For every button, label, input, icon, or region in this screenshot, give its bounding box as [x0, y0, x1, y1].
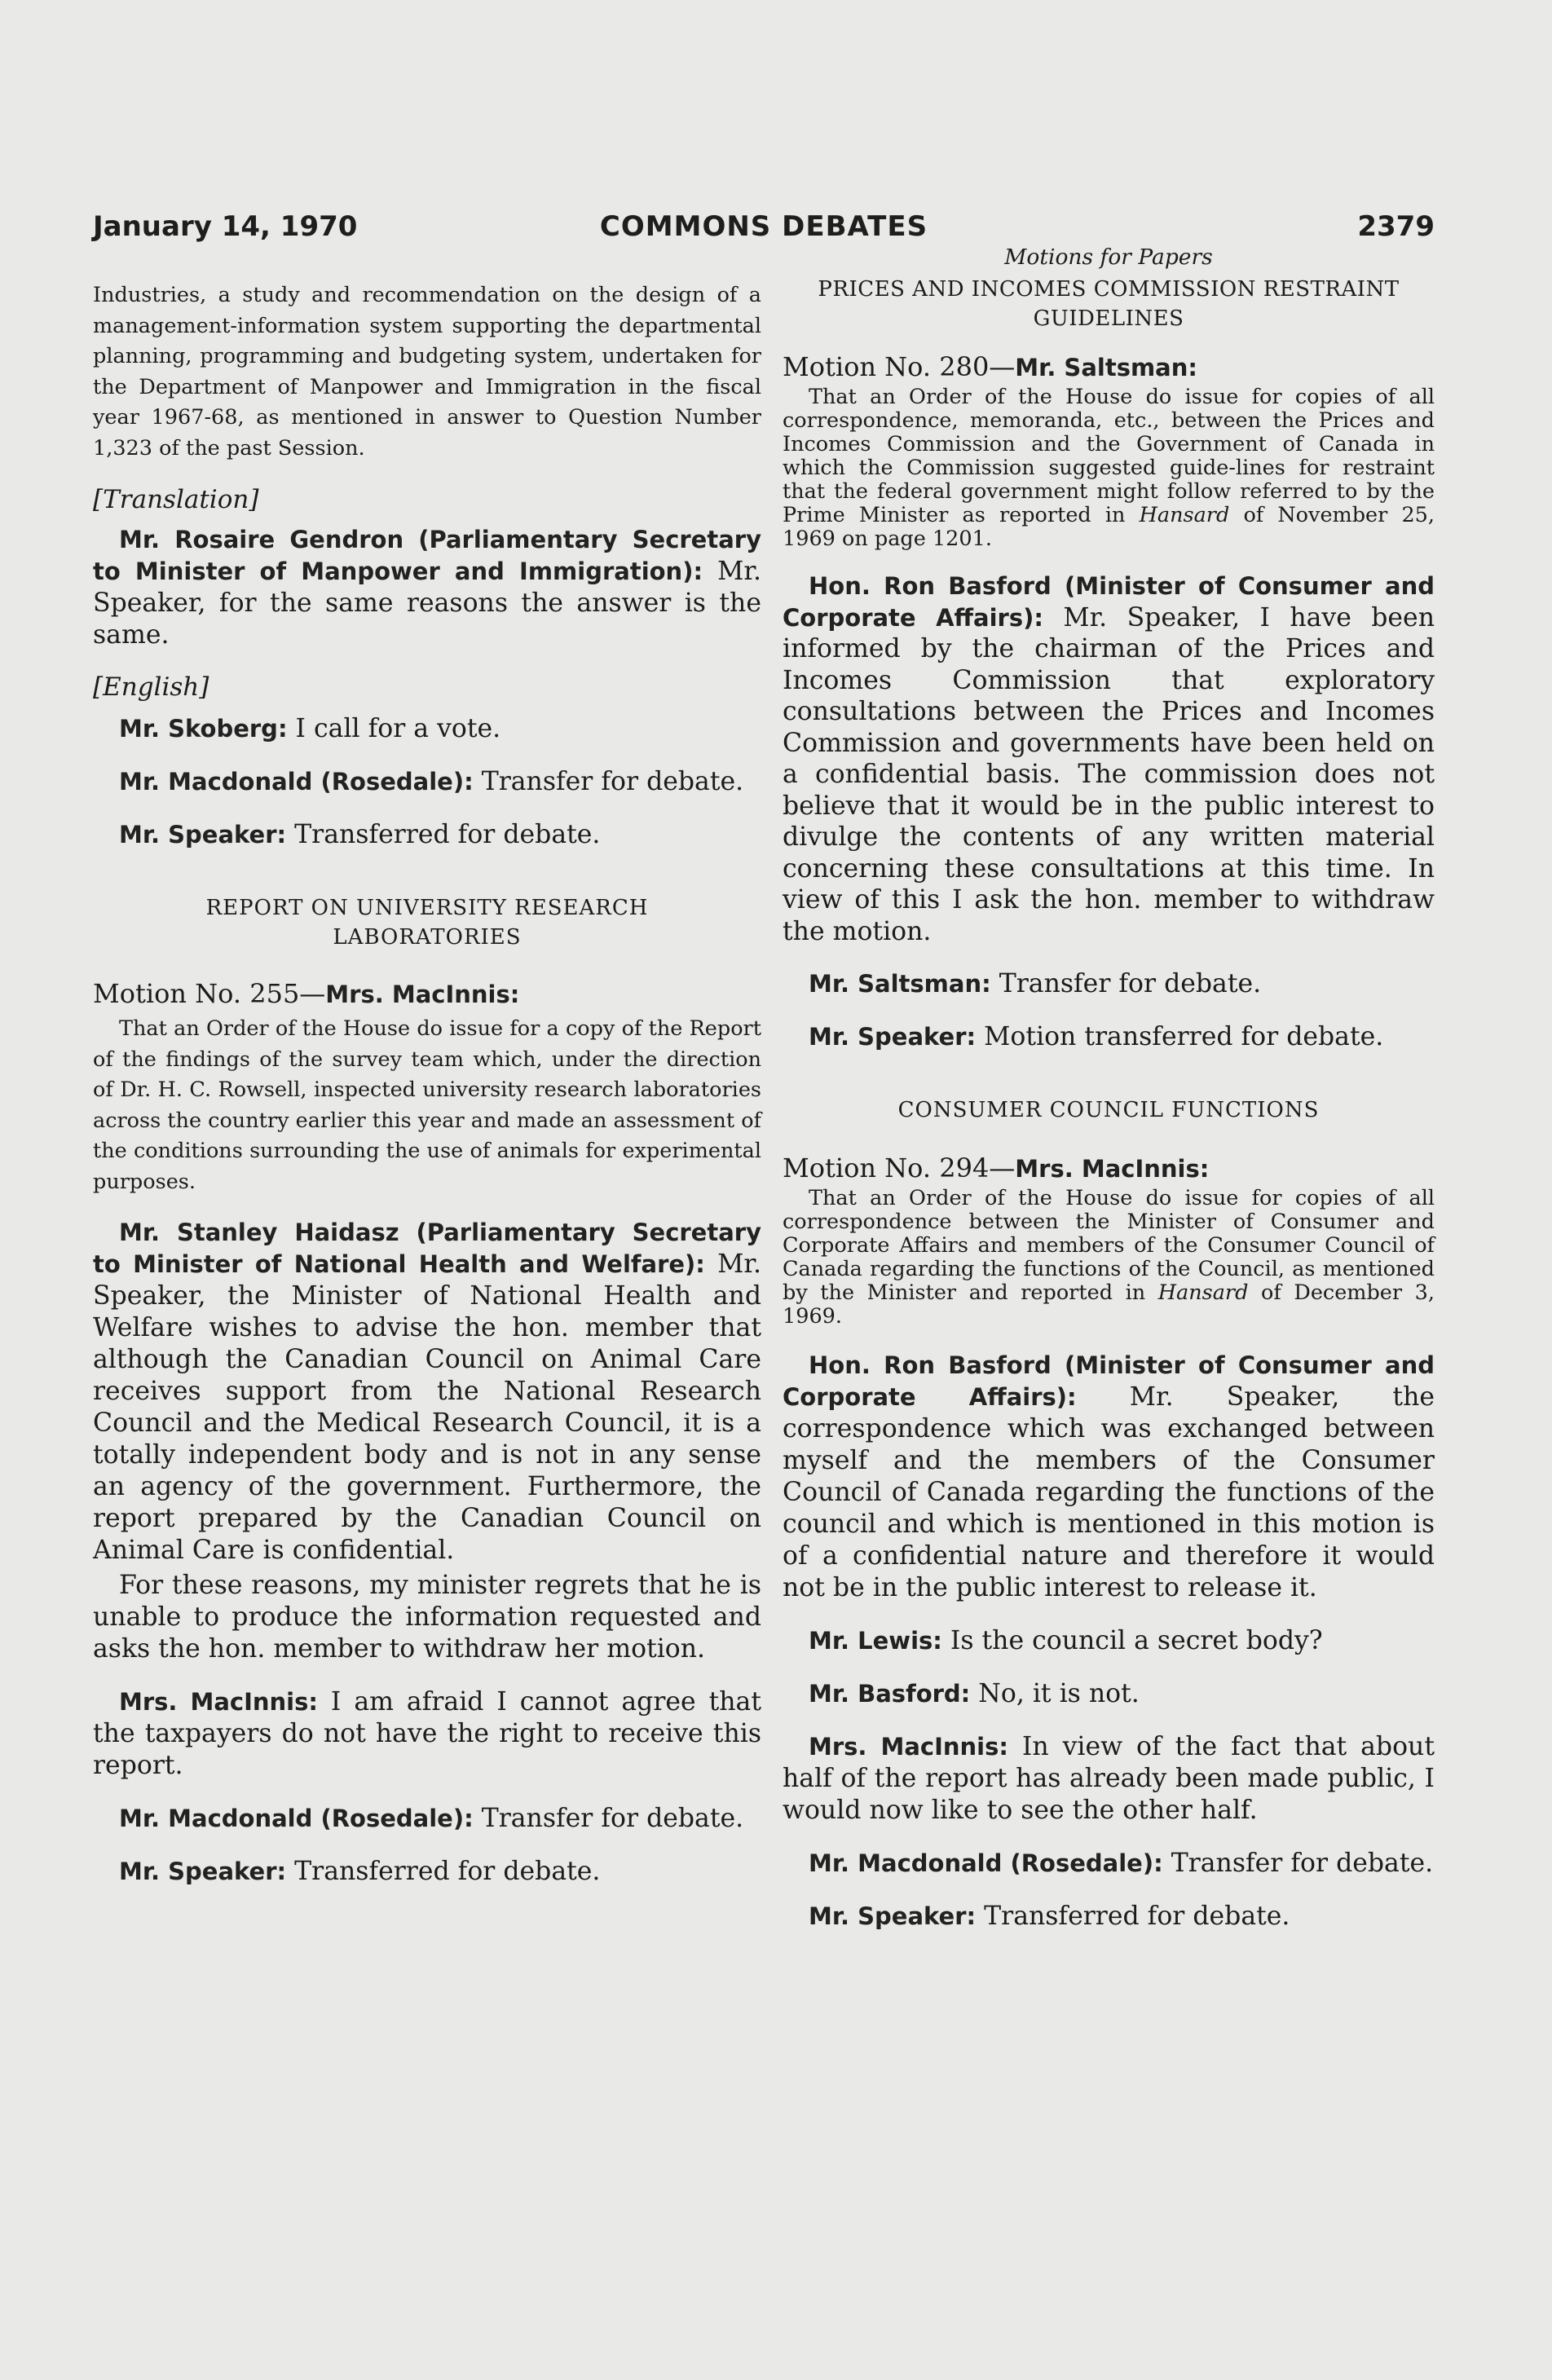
basford-reply — [783, 571, 1435, 947]
motion-mover: Mr. Saltsman: — [1015, 354, 1197, 381]
speaker-ruling — [783, 1021, 1435, 1053]
english-tag: [English] — [93, 672, 209, 702]
speaker-name: Mr. Lewis: — [809, 1627, 942, 1655]
basford-reply — [783, 1350, 1435, 1604]
speaker-name: Mr. Rosaire Gendron (Parliamentary Secretary to Minister of Manpower and Immigration): — [93, 526, 761, 585]
motions-heading: Motions for Papers — [1004, 245, 1213, 270]
speaker-name: Mr. Speaker: — [809, 1023, 977, 1051]
speaker-name: Mrs. MacInnis: — [809, 1733, 1008, 1761]
speech-text: Motion transferred for debate. — [976, 1022, 1384, 1051]
motion-number: Motion No. 255— — [93, 978, 326, 1009]
page-number: 2379 — [1357, 210, 1435, 243]
speech-text: In view of the fact that about half of the report has already been made public, I would now like to see the other half. — [783, 1732, 1435, 1825]
skoberg-remark — [93, 713, 761, 745]
speech-text: Mr. Speaker, the correspondence which was exchanged between myself and the members of the Consumer Council of Canada regarding the functions of the council and which is mentioned in this motion is of a confidential nature and therefore it would not be in the public interest to release it. — [783, 1382, 1435, 1602]
macdonald-remark — [93, 1803, 761, 1835]
speech-text: Transfer for debate. — [1162, 1849, 1434, 1878]
speaker-name: Mr. Speaker: — [809, 1902, 977, 1930]
speech-text: Is the council a secret body? — [941, 1626, 1323, 1655]
page-header — [93, 210, 1435, 246]
speaker-name: Mr. Stanley Haidasz (Parliamentary Secretary to Minister of National Health and Welfare): — [93, 1219, 761, 1278]
speaker-ruling — [93, 1856, 761, 1888]
intro-paragraph: Industries, a study and recommendation on the design of a management-information system supporting the departmental planning, programming and budgeting system, undertaken for the Department of Manpower and Immigration in the fiscal year 1967-68, as mentioned in answer to Question Number 1,323 of the past Session. — [93, 283, 761, 461]
haidasz-reply — [93, 1217, 761, 1567]
speaker-ruling — [93, 819, 761, 851]
motion-heading — [783, 351, 1435, 382]
saltsman-remark — [783, 968, 1435, 1000]
speaker-name: Mr. Speaker: — [119, 821, 287, 848]
macdonald-remark — [93, 766, 761, 798]
speaker-name: Hon. Ron Basford (Minister of Consumer and Corporate Affairs): — [783, 1351, 1435, 1411]
speaker-name: Mr. Basford: — [809, 1680, 971, 1708]
motion-heading — [783, 1153, 1435, 1183]
left-column — [93, 245, 761, 1888]
speech-text: Transferred for debate. — [286, 820, 601, 849]
macdonald-remark — [783, 1848, 1435, 1880]
speech-text: Transfer for debate. — [473, 767, 744, 796]
speech-text: Transferred for debate. — [286, 1857, 601, 1886]
speech-text: Mr. Speaker, the Minister of National Health and Welfare wishes to advise the hon. member that although the Canadian Council on Animal Care receives support from the National Research Council and the Medical Research Council, it is a totally independent body and is not in any sense an agency of the government. Furthermore, the report prepared by the Canadian Council on Animal Care is confidential. — [93, 1250, 761, 1565]
motion-heading — [93, 978, 761, 1009]
motion-text: That an Order of the House do issue for copies of all correspondence between the Minister of Consumer and Corporate Affairs and members of the Consumer Council of Canada regarding the functions of the Council, as mentioned by the Minister and reported in Hansard of December 3, 1969. — [783, 1186, 1435, 1329]
speech-text: Transferred for debate. — [976, 1902, 1290, 1931]
speaker-name: Mr. Macdonald (Rosedale): — [119, 1805, 474, 1832]
translation-tag: [Translation] — [93, 485, 259, 514]
speaker-ruling — [783, 1901, 1435, 1933]
right-column — [783, 245, 1435, 1933]
speech-text: Transfer for debate. — [990, 969, 1262, 998]
speech-text: No, it is not. — [970, 1679, 1140, 1708]
haidasz-reply-continued: For these reasons, my minister regrets that he is unable to produce the information requested and asks the hon. member to withdraw her motion. — [93, 1571, 761, 1664]
motion-text: That an Order of the House do issue for copies of all correspondence, memoranda, etc., between the Prices and Incomes Commission and the Government of Canada in which the Commission suggested guide-lines for restraint that the federal government might follow referred to by the Prime Minister as reported in Hansard of November 25, 1969 on page 1201. — [783, 385, 1435, 551]
speaker-name: Mr. Saltsman: — [809, 970, 991, 998]
section-title: PRICES AND INCOMES COMMISSION RESTRAINT GUIDELINES — [818, 277, 1400, 331]
speaker-name: Mr. Macdonald (Rosedale): — [809, 1849, 1163, 1877]
header-title: COMMONS DEBATES — [599, 210, 928, 243]
speech-text: Mr. Speaker, I have been informed by the chairman of the Prices and Incomes Commission that exploratory consultations between the Prices and Incomes Commission and governments have been held on a confidential basis. The commission does not believe that it would be in the public interest to divulge the contents of any written material concerning these consultations at this time. In view of this I ask the hon. member to withdraw the motion. — [783, 602, 1435, 946]
gendron-reply — [93, 524, 761, 651]
motion-number: Motion No. 280— — [783, 351, 1016, 382]
header-date: January 14, 1970 — [93, 210, 358, 243]
basford-remark — [783, 1678, 1435, 1710]
speaker-name: Hon. Ron Basford (Minister of Consumer and Corporate Affairs): — [783, 572, 1435, 632]
speaker-name: Mr. Skoberg: — [119, 715, 288, 743]
motion-number: Motion No. 294— — [783, 1153, 1016, 1183]
speech-text: I call for a vote. — [287, 714, 501, 743]
speaker-name: Mrs. MacInnis: — [119, 1688, 318, 1716]
motion-text: That an Order of the House do issue for a copy of the Report of the findings of the survey team which, under the direction of Dr. H. C. Rowsell, inspected university research laboratories across the country earlier this year and made an assessment of the conditions surrounding the use of animals for experimental purposes. — [93, 1016, 761, 1194]
motion-mover: Mrs. MacInnis: — [325, 981, 520, 1008]
speech-text: I am afraid I cannot agree that the taxpayers do not have the right to receive this report. — [93, 1687, 761, 1780]
speech-text: Transfer for debate. — [473, 1804, 744, 1833]
speech-text: Mr. Speaker, for the same reasons the answer is the same. — [93, 557, 761, 650]
macinnis-remark — [783, 1731, 1435, 1827]
speaker-name: Mr. Speaker: — [119, 1858, 287, 1885]
section-title: REPORT ON UNIVERSITY RESEARCH LABORATORIES — [205, 896, 649, 950]
speaker-name: Mr. Macdonald (Rosedale): — [119, 768, 474, 796]
section-title: CONSUMER COUNCIL FUNCTIONS — [897, 1098, 1320, 1122]
lewis-remark — [783, 1625, 1435, 1657]
motion-mover: Mrs. MacInnis: — [1015, 1155, 1210, 1183]
macinnis-remark — [93, 1686, 761, 1782]
